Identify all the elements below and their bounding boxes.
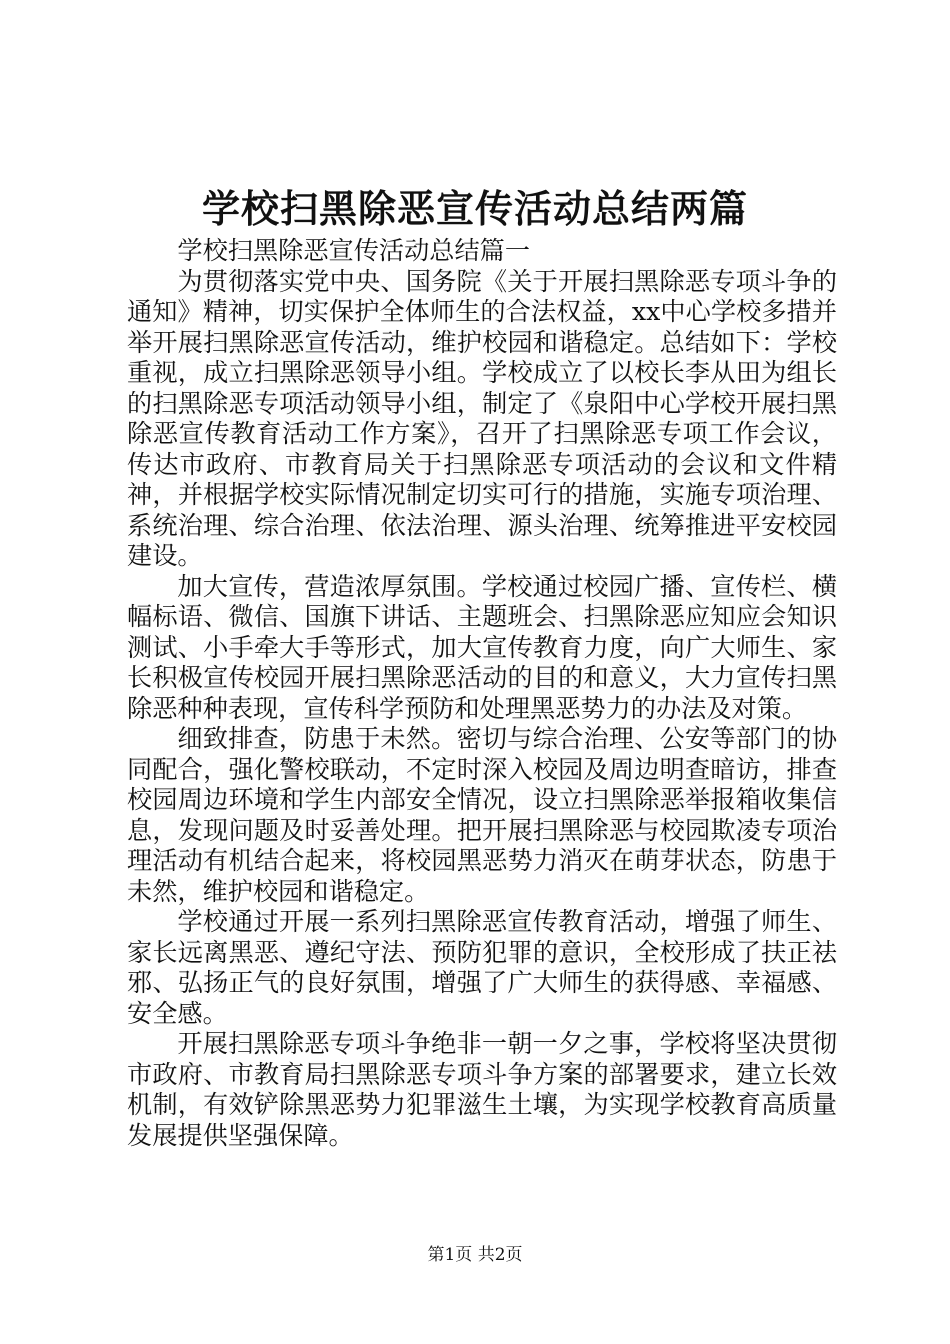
document-body [127,236,837,1151]
body-paragraph: 加大宣传，营造浓厚氛围。学校通过校园广播、宣传栏、横幅标语、微信、国旗下讲话、主题班会、扫黑除恶应知应会知识测试、小手牵大手等形式，加大宣传教育力度，向广大师生、家长积极宣传校园开展扫黑除恶活动的目的和意义，大力宣传扫黑除恶种种表现，宣传科学预防和处理黑恶势力的办法及对策。 [127,571,837,723]
page-number-footer: 第1页 共2页 [427,1245,523,1265]
body-paragraph: 为贯彻落实党中央、国务院《关于开展扫黑除恶专项斗争的通知》精神，切实保护全体师生的合法权益，xx中心学校多措并举开展扫黑除恶宣传活动，维护校园和谐稳定。总结如下：学校重视，成立扫黑除恶领导小组。学校成立了以校长李从田为组长的扫黑除恶专项活动领导小组，制定了《泉阳中心学校开展扫黑除恶宣传教育活动工作方案》，召开了扫黑除恶专项工作会议，传达市政府、市教育局关于扫黑除恶专项活动的会议和文件精神，并根据学校实际情况制定切实可行的措施，实施专项治理、系统治理、综合治理、依法治理、源头治理、统筹推进平安校园建设。 [127,266,837,570]
body-paragraph: 细致排查，防患于未然。密切与综合治理、公安等部门的协同配合，强化警校联动，不定时深入校园及周边明查暗访，排查校园周边环境和学生内部安全情况，设立扫黑除恶举报箱收集信息，发现问题及时妥善处理。把开展扫黑除恶与校园欺凌专项治理活动有机结合起来，将校园黑恶势力消灭在萌芽状态，防患于未然，维护校园和谐稳定。 [127,724,837,906]
document-title: 学校扫黑除恶宣传活动总结两篇 [201,186,748,231]
body-paragraph: 学校通过开展一系列扫黑除恶宣传教育活动，增强了师生、家长远离黑恶、遵纪守法、预防犯罪的意识，全校形成了扶正祛邪、弘扬正气的良好氛围，增强了广大师生的获得感、幸福感、安全感。 [127,907,837,1028]
body-paragraph: 开展扫黑除恶专项斗争绝非一朝一夕之事，学校将坚决贯彻市政府、市教育局扫黑除恶专项斗争方案的部署要求，建立长效机制，有效铲除黑恶势力犯罪滋生土壤，为实现学校教育高质量发展提供坚强保障。 [127,1029,837,1150]
section-heading: 学校扫黑除恶宣传活动总结篇一 [177,236,531,265]
